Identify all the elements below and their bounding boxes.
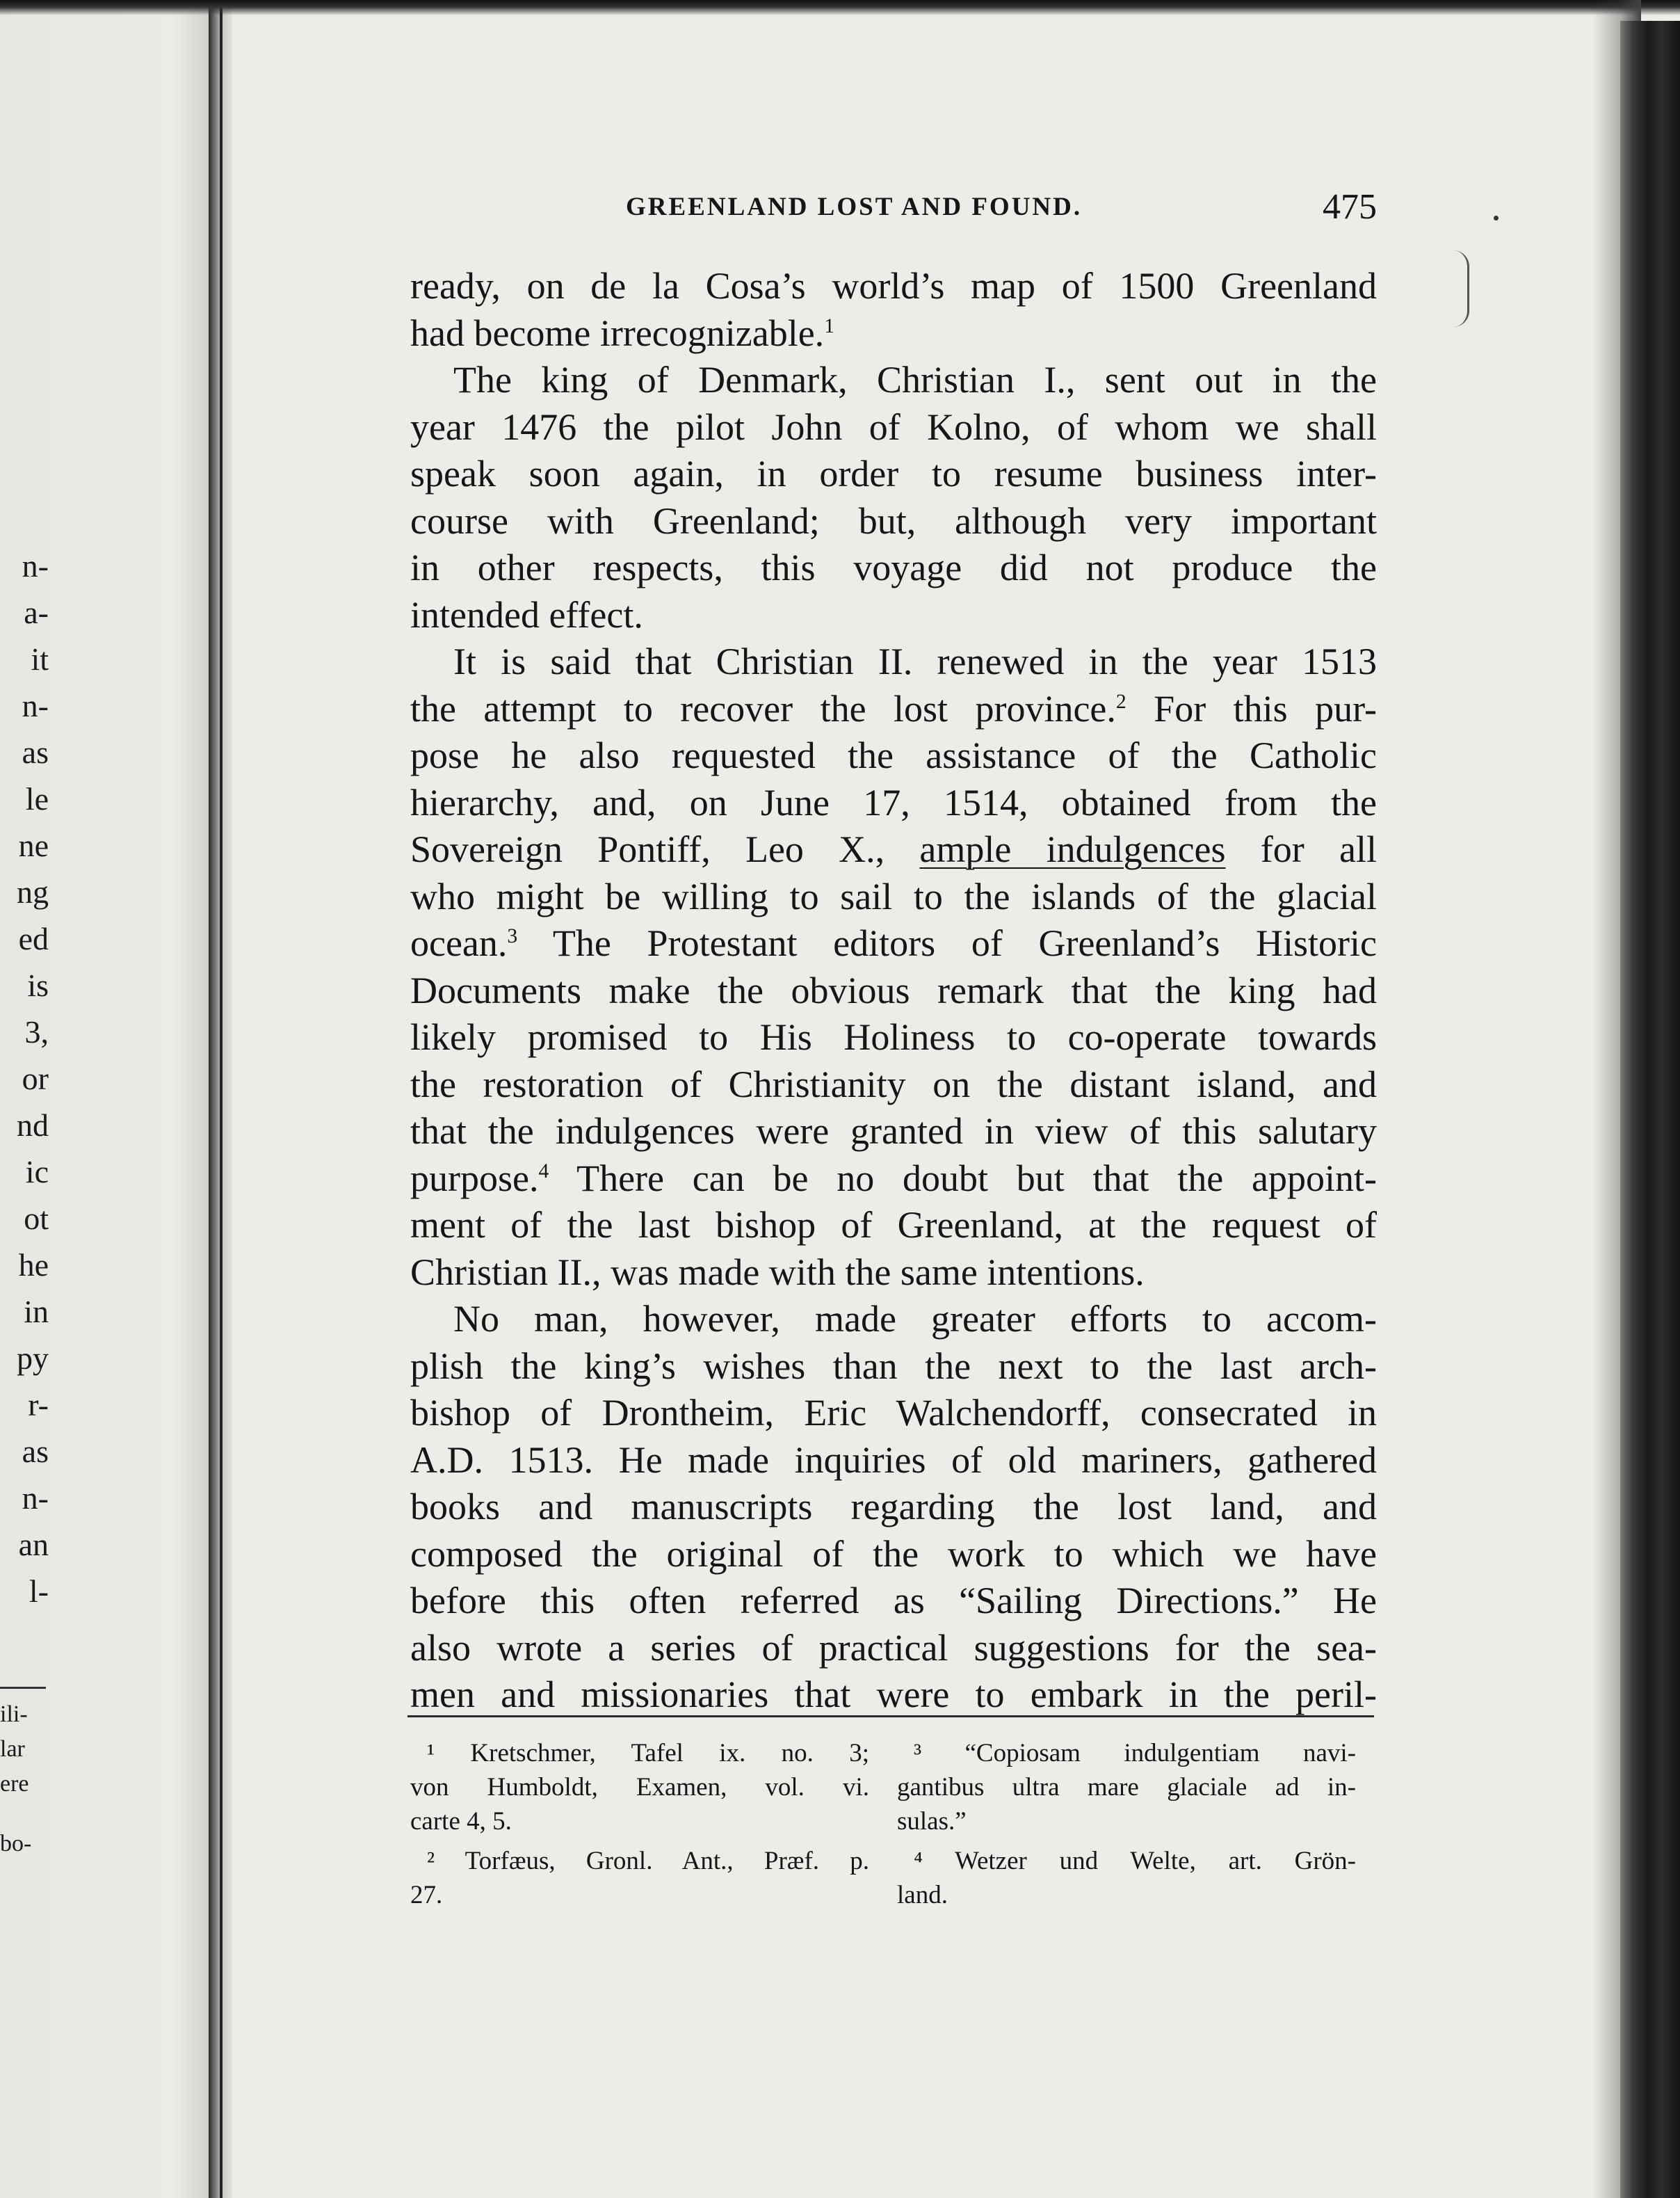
- text-line: [410, 451, 1377, 498]
- text-segment: intended effect.: [410, 593, 643, 636]
- text-segment: No man, however, made greater efforts to accom-: [453, 1298, 1377, 1340]
- text-line: [410, 1390, 1377, 1437]
- footnotes-left-column: [410, 1736, 869, 1912]
- running-head: GREENLAND LOST AND FOUND.: [626, 193, 1083, 221]
- text-line: [410, 1014, 1377, 1061]
- text-line: [410, 968, 1377, 1015]
- footnote-reference: 2: [1115, 690, 1126, 713]
- facing-page-line-fragment: in: [24, 1294, 49, 1329]
- facing-page-line-fragment: n-: [22, 1480, 49, 1516]
- text-segment: the attempt to recover the lost province.: [410, 687, 1116, 730]
- facing-page-line-fragment: l-: [29, 1573, 49, 1609]
- facing-page-line-fragment: ng: [17, 874, 49, 910]
- text-segment: that the indulgences were granted in view of this salutary: [410, 1110, 1377, 1152]
- text-line: [410, 1061, 1377, 1109]
- text-segment: purpose.: [410, 1157, 539, 1199]
- text-segment: before this often referred as “Sailing Directions.” He: [410, 1580, 1377, 1621]
- text-segment: Sovereign Pontiff, Leo X.,: [410, 828, 920, 870]
- footnote-line: 27.: [410, 1881, 443, 1909]
- facing-page-footnote-fragment: ere: [0, 1771, 29, 1797]
- facing-page-line-fragment: it: [31, 641, 49, 677]
- footnote-line: von Humboldt, Examen, vol. vi.: [410, 1773, 869, 1802]
- footnote-line: ⁴ Wetzer und Welte, art. Grön-: [914, 1847, 1356, 1875]
- text-line: [410, 1625, 1377, 1672]
- text-line: [410, 780, 1377, 827]
- text-segment: in other respects, this voyage did not produce the: [410, 547, 1377, 588]
- text-line: [410, 1437, 1377, 1484]
- text-segment: books and manuscripts regarding the lost land, and: [410, 1486, 1377, 1527]
- text-line: [410, 498, 1377, 545]
- facing-page-line-fragment: py: [17, 1340, 49, 1376]
- text-line: [410, 1671, 1377, 1719]
- facing-page-line-fragment: le: [25, 781, 49, 817]
- text-line: [410, 920, 1377, 968]
- footnote-line: sulas.”: [897, 1807, 967, 1836]
- text-segment: also wrote a series of practical suggestions for the sea-: [410, 1626, 1377, 1669]
- text-line: [410, 1155, 1377, 1203]
- text-line: [410, 1249, 1377, 1297]
- facing-page-line-fragment: 3,: [24, 1014, 49, 1050]
- text-segment: There can be no doubt but that the appoint-: [549, 1157, 1377, 1199]
- text-line: [410, 826, 1377, 874]
- margin-pencil-mark: [1453, 250, 1469, 327]
- footnote-line: ² Torfæus, Gronl. Ant., Præf. p.: [427, 1847, 869, 1875]
- text-segment: course with Greenland; but, although very important: [410, 499, 1377, 542]
- text-segment: bishop of Drontheim, Eric Walchendorff, consecrated in: [410, 1392, 1377, 1434]
- facing-page-footnote-ends: [0, 1697, 49, 1861]
- facing-page-line-fragment: or: [22, 1061, 49, 1096]
- scan-top-edge: [0, 0, 1680, 15]
- footnote-line: ³ “Copiosam indulgentiam navi-: [914, 1739, 1356, 1767]
- text-line: [410, 686, 1377, 733]
- text-segment: plish the king’s wishes than the next to the last arch-: [410, 1345, 1377, 1387]
- facing-page-line-fragment: as: [22, 735, 49, 770]
- facing-page: [0, 0, 209, 2198]
- text-segment: ready, on de la Cosa’s world’s map of 1500 Greenland: [410, 265, 1377, 307]
- text-segment: ocean.: [410, 922, 508, 964]
- facing-page-line-fragment: ed: [18, 921, 49, 956]
- text-segment: had become irrecognizable.: [410, 312, 825, 354]
- text-line: [410, 1484, 1377, 1531]
- text-segment: who might be willing to sail to the islands of the glacial: [410, 875, 1377, 917]
- footnote-spacer: [897, 1838, 1356, 1844]
- text-line: [410, 592, 1377, 639]
- text-segment: for all: [1225, 828, 1377, 870]
- footnote-reference: 1: [824, 314, 835, 337]
- facing-page-line-fragment: an: [18, 1527, 49, 1562]
- footnote-reference: 3: [507, 925, 518, 947]
- text-segment: hierarchy, and, on June 17, 1514, obtained from the: [410, 781, 1377, 824]
- footnotes-right-column: [897, 1736, 1356, 1912]
- text-line: [410, 1531, 1377, 1578]
- text-segment: composed the original of the work to which we have: [410, 1532, 1377, 1575]
- facing-page-line-fragment: r-: [28, 1387, 49, 1422]
- footnote-reference: 4: [538, 1160, 549, 1182]
- facing-footnote-gap: [0, 1802, 49, 1827]
- facing-page-line-fragment: nd: [17, 1107, 49, 1143]
- text-segment: Documents make the obvious remark that the king had: [410, 969, 1377, 1011]
- facing-page-line-fragment: n-: [22, 548, 49, 584]
- text-line: [410, 874, 1377, 921]
- text-segment: men and missionaries that were to embark in the peril-: [410, 1674, 1377, 1715]
- facing-page-footnote-fragment: bo-: [0, 1831, 32, 1856]
- gutter-shadow-line: [220, 0, 223, 2198]
- footnote-rule: [407, 1715, 1374, 1717]
- text-segment: The Protestant editors of Greenland’s Historic: [517, 922, 1377, 964]
- facing-page-footnote-fragment: ili-: [0, 1701, 28, 1727]
- footnote-line: carte 4, 5.: [410, 1807, 512, 1836]
- facing-page-footnote-rule: [0, 1687, 46, 1689]
- text-line: [410, 1578, 1377, 1625]
- text-line: [410, 1343, 1377, 1390]
- text-line: [410, 545, 1377, 592]
- text-segment: The king of Denmark, Christian I., sent out in the: [453, 359, 1377, 401]
- ink-speck: [1494, 216, 1499, 220]
- footnote-line: land.: [897, 1881, 948, 1909]
- facing-page-line-fragment: ot: [24, 1201, 49, 1236]
- text-segment: year 1476 the pilot John of Kolno, of whom we shall: [410, 406, 1377, 448]
- text-line: [410, 732, 1377, 780]
- footnote-line: ¹ Kretschmer, Tafel ix. no. 3;: [427, 1739, 869, 1767]
- facing-page-line-fragment: is: [27, 968, 49, 1003]
- facing-page-line-fragment: ic: [25, 1154, 49, 1189]
- text-line: [410, 639, 1377, 686]
- text-line: [410, 357, 1377, 404]
- facing-page-line-ends: [0, 543, 49, 1614]
- facing-page-line-fragment: n-: [22, 688, 49, 723]
- footnote-line: gantibus ultra mare glaciale ad in-: [897, 1773, 1356, 1802]
- facing-page-line-fragment: ne: [18, 828, 49, 863]
- facing-page-line-fragment: as: [22, 1434, 49, 1469]
- text-segment: ment of the last bishop of Greenland, at the request of: [410, 1204, 1377, 1246]
- text-line: [410, 404, 1377, 451]
- facing-page-line-fragment: a-: [24, 595, 49, 630]
- text-segment: pose he also requested the assistance of the Catholic: [410, 735, 1377, 776]
- text-line: [410, 263, 1377, 310]
- text-segment: speak soon again, in order to resume business inter-: [410, 453, 1377, 495]
- text-line: [410, 310, 1377, 358]
- underlined-phrase: ample indulgences: [919, 828, 1226, 870]
- text-segment: A.D. 1513. He made inquiries of old mariners, gathered: [410, 1438, 1377, 1481]
- facing-page-footnote-fragment: lar: [0, 1736, 25, 1762]
- facing-page-line-fragment: he: [18, 1247, 49, 1283]
- text-segment: Christian II., was made with the same intentions.: [410, 1251, 1145, 1293]
- page-number: 475: [1323, 187, 1377, 227]
- text-line: [410, 1202, 1377, 1249]
- text-line: [410, 1296, 1377, 1343]
- page-header: [626, 186, 1377, 231]
- text-segment: the restoration of Christianity on the distant island, and: [410, 1063, 1377, 1105]
- footnotes: [410, 1736, 1377, 1917]
- body-text: [410, 263, 1377, 1719]
- text-segment: For this pur-: [1126, 687, 1377, 730]
- text-line: [410, 1108, 1377, 1155]
- text-segment: likely promised to His Holiness to co-operate towards: [410, 1016, 1377, 1058]
- text-segment: It is said that Christian II. renewed in the year 1513: [453, 641, 1377, 682]
- footnote-spacer: [410, 1838, 869, 1844]
- book-page-stack-edge: [1620, 21, 1680, 2198]
